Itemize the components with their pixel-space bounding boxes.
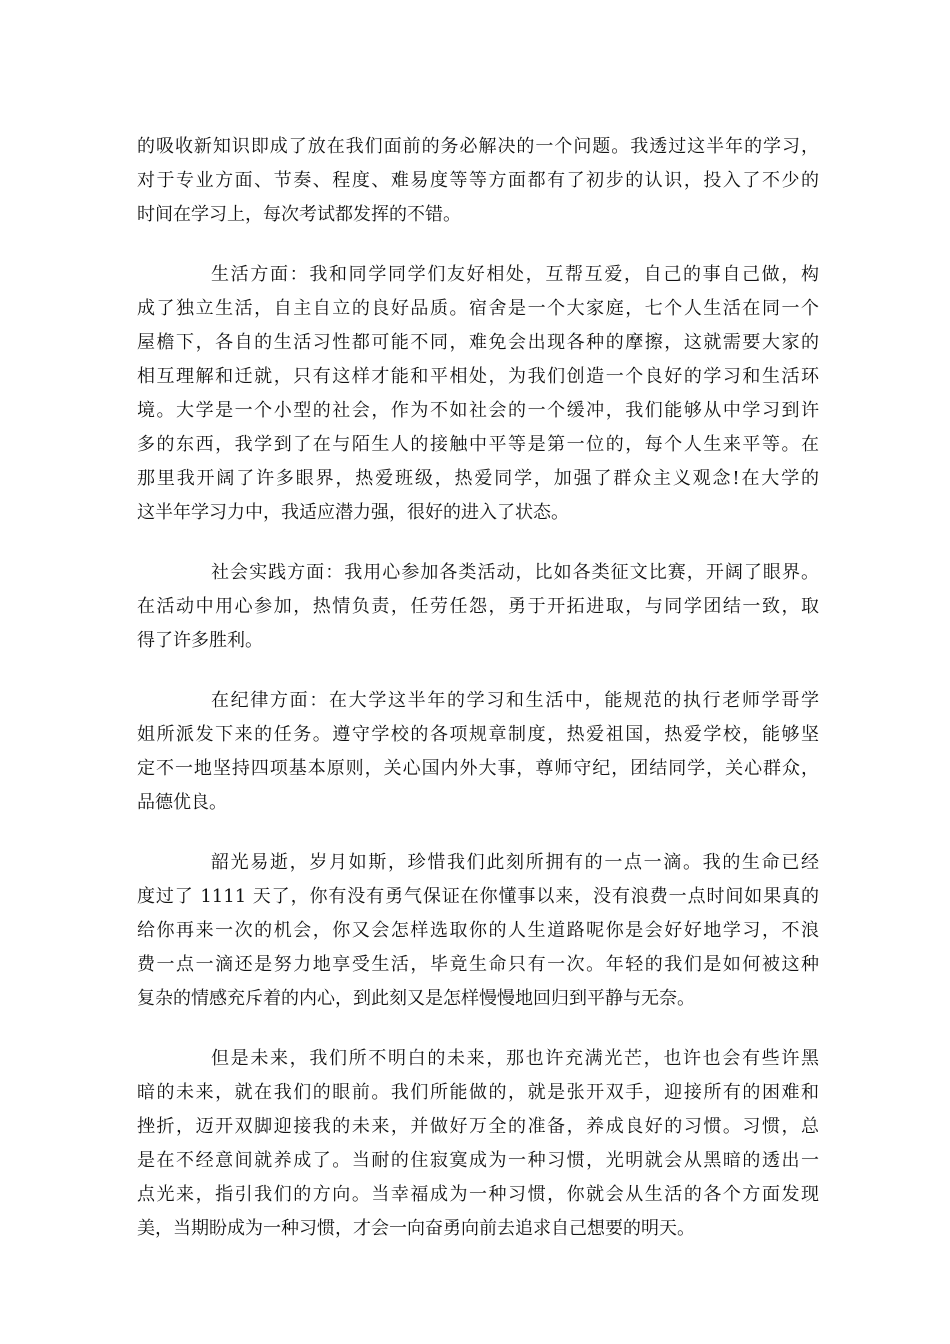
paragraph-study — [137, 130, 819, 232]
text-line: 那里我开阔了许多眼界，热爱班级，热爱同学，加强了群众主义观念!在大学的 — [137, 468, 819, 489]
paragraph-time — [137, 846, 819, 1016]
text-line: 美，当期盼成为一种习惯，才会一向奋勇向前去追求自己想要的明天。 — [137, 1218, 695, 1239]
text-line: 度过了 1111 天了，你有没有勇气保证在你懂事以来，没有浪费一点时间如果真的 — [137, 886, 819, 907]
text-line: 的吸收新知识即成了放在我们面前的务必解决的一个问题。我透过这半年的学习， — [137, 136, 819, 157]
text-line: 生活方面：我和同学同学们友好相处，互帮互爱，自己的事自己做，构 — [211, 264, 819, 285]
text-line: 这半年学习力中，我适应潜力强，很好的进入了状态。 — [137, 502, 569, 523]
paragraph-discipline — [137, 684, 819, 820]
text-line: 成了独立生活，自主自立的良好品质。宿舍是一个大家庭，七个人生活在同一个 — [137, 298, 819, 319]
text-line: 对于专业方面、节奏、程度、难易度等等方面都有了初步的认识，投入了不少的 — [137, 170, 819, 191]
paragraph-social-practice — [137, 556, 819, 658]
text-line: 多的东西，我学到了在与陌生人的接触中平等是第一位的，每个人生来平等。在 — [137, 434, 819, 455]
paragraph-life — [137, 258, 819, 530]
text-line: 境。大学是一个小型的社会，作为不如社会的一个缓冲，我们能够从中学习到许 — [137, 400, 819, 421]
text-line: 但是未来，我们所不明白的未来，那也许充满光芒，也许也会有些许黑 — [211, 1048, 819, 1069]
text-line: 费一点一滴还是努力地享受生活，毕竟生命只有一次。年轻的我们是如何被这种 — [137, 954, 819, 975]
text-line: 挫折，迈开双脚迎接我的未来，并做好万全的准备，养成良好的习惯。习惯，总 — [137, 1116, 819, 1137]
text-line: 得了许多胜利。 — [137, 630, 263, 651]
paragraph-future — [137, 1042, 819, 1246]
text-line: 时间在学习上，每次考试都发挥的不错。 — [137, 204, 461, 225]
text-line: 暗的未来，就在我们的眼前。我们所能做的，就是张开双手，迎接所有的困难和 — [137, 1082, 819, 1103]
text-line: 在纪律方面：在大学这半年的学习和生活中，能规范的执行老师学哥学 — [211, 690, 819, 711]
text-line: 在活动中用心参加，热情负责，任劳任怨，勇于开拓进取，与同学团结一致，取 — [137, 596, 819, 617]
text-line: 品德优良。 — [137, 792, 227, 813]
text-line: 姐所派发下来的任务。遵守学校的各项规章制度，热爱祖国，热爱学校，能够坚 — [137, 724, 819, 745]
text-line: 社会实践方面：我用心参加各类活动，比如各类征文比赛，开阔了眼界。 — [211, 562, 819, 583]
text-line: 是在不经意间就养成了。当耐的住寂寞成为一种习惯，光明就会从黑暗的透出一 — [137, 1150, 819, 1171]
text-line: 给你再来一次的机会，你又会怎样选取你的人生道路呢你是会好好地学习，不浪 — [137, 920, 819, 941]
text-line: 定不一地坚持四项基本原则，关心国内外大事，尊师守纪，团结同学，关心群众， — [137, 758, 819, 779]
text-line: 相互理解和迁就，只有这样才能和平相处，为我们创造一个良好的学习和生活环 — [137, 366, 819, 387]
text-line: 屋檐下，各自的生活习性都可能不同，难免会出现各种的摩擦，这就需要大家的 — [137, 332, 819, 353]
text-line: 复杂的情感充斥着的内心，到此刻又是怎样慢慢地回归到平静与无奈。 — [137, 988, 695, 1009]
text-line: 韶光易逝，岁月如斯，珍惜我们此刻所拥有的一点一滴。我的生命已经 — [211, 852, 819, 873]
document-page — [137, 130, 819, 1272]
text-line: 点光来，指引我们的方向。当幸福成为一种习惯，你就会从生活的各个方面发现 — [137, 1184, 819, 1205]
